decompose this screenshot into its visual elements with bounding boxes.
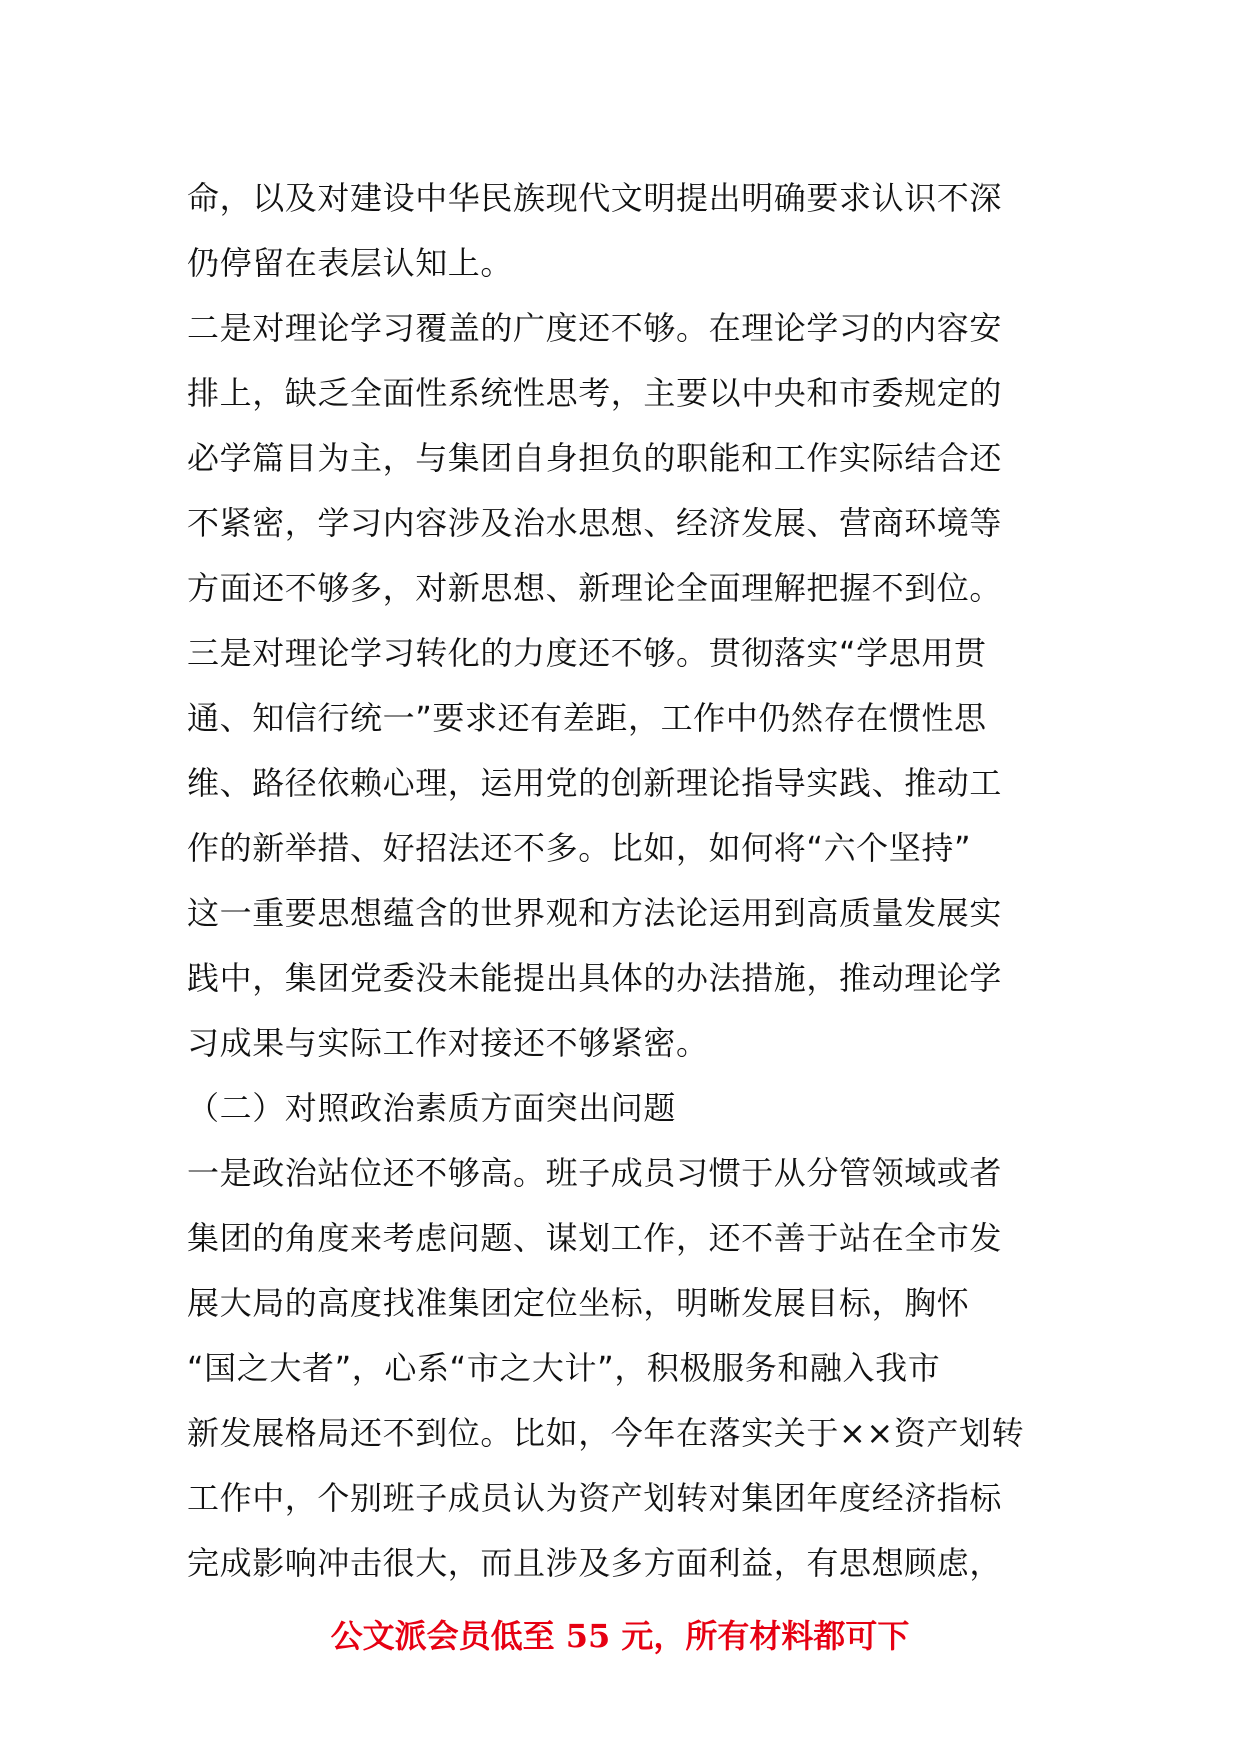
body-line-9: 通、知信行统一”要求还有差距，工作中仍然存在惯性思 [187, 699, 987, 737]
body-line-8: 三是对理论学习转化的力度还不够。贯彻落实“学思用贯 [187, 634, 987, 672]
body-line-22: 完成影响冲击很大，而且涉及多方面利益，有思想顾虑， [187, 1544, 1003, 1582]
body-line-19: “国之大者”，心系“市之大计”，积极服务和融入我市 [187, 1349, 941, 1387]
body-line-12: 这一重要思想蕴含的世界观和方法论运用到高质量发展实 [187, 894, 1003, 932]
body-line-10: 维、路径依赖心理，运用党的创新理论指导实践、推动工 [187, 764, 1003, 802]
body-line-1: 命，以及对建设中华民族现代文明提出明确要求认识不深 [187, 179, 1003, 217]
body-line-11: 作的新举措、好招法还不多。比如，如何将“六个坚持” [187, 829, 972, 867]
body-line-16: 一是政治站位还不够高。班子成员习惯于从分管领域或者 [187, 1154, 1003, 1192]
body-line-3: 二是对理论学习覆盖的广度还不够。在理论学习的内容安 [187, 309, 1003, 347]
body-line-6: 不紧密，学习内容涉及治水思想、经济发展、营商环境等 [187, 504, 1003, 542]
body-line-20: 新发展格局还不到位。比如，今年在落实关于××资产划转 [187, 1414, 1025, 1452]
body-line-4: 排上，缺乏全面性系统性思考，主要以中央和市委规定的 [187, 374, 1003, 412]
body-line-2: 仍停留在表层认知上。 [187, 244, 514, 282]
body-line-18: 展大局的高度找准集团定位坐标，明晰发展目标，胸怀 [187, 1284, 970, 1322]
promo-footer-text: 公文派会员低至 55 元，所有材料都可下 [330, 1617, 910, 1655]
body-line-14: 习成果与实际工作对接还不够紧密。 [187, 1024, 709, 1062]
body-line-21: 工作中，个别班子成员认为资产划转对集团年度经济指标 [187, 1479, 1003, 1517]
body-line-7: 方面还不够多，对新思想、新理论全面理解把握不到位。 [187, 569, 1003, 607]
section-heading: （二）对照政治素质方面突出问题 [187, 1089, 677, 1127]
body-line-13: 践中，集团党委没未能提出具体的办法措施，推动理论学 [187, 959, 1003, 997]
body-line-17: 集团的角度来考虑问题、谋划工作，还不善于站在全市发 [187, 1219, 1003, 1257]
document-body [187, 166, 1053, 1596]
body-line-5: 必学篇目为主，与集团自身担负的职能和工作实际结合还 [187, 439, 1003, 477]
